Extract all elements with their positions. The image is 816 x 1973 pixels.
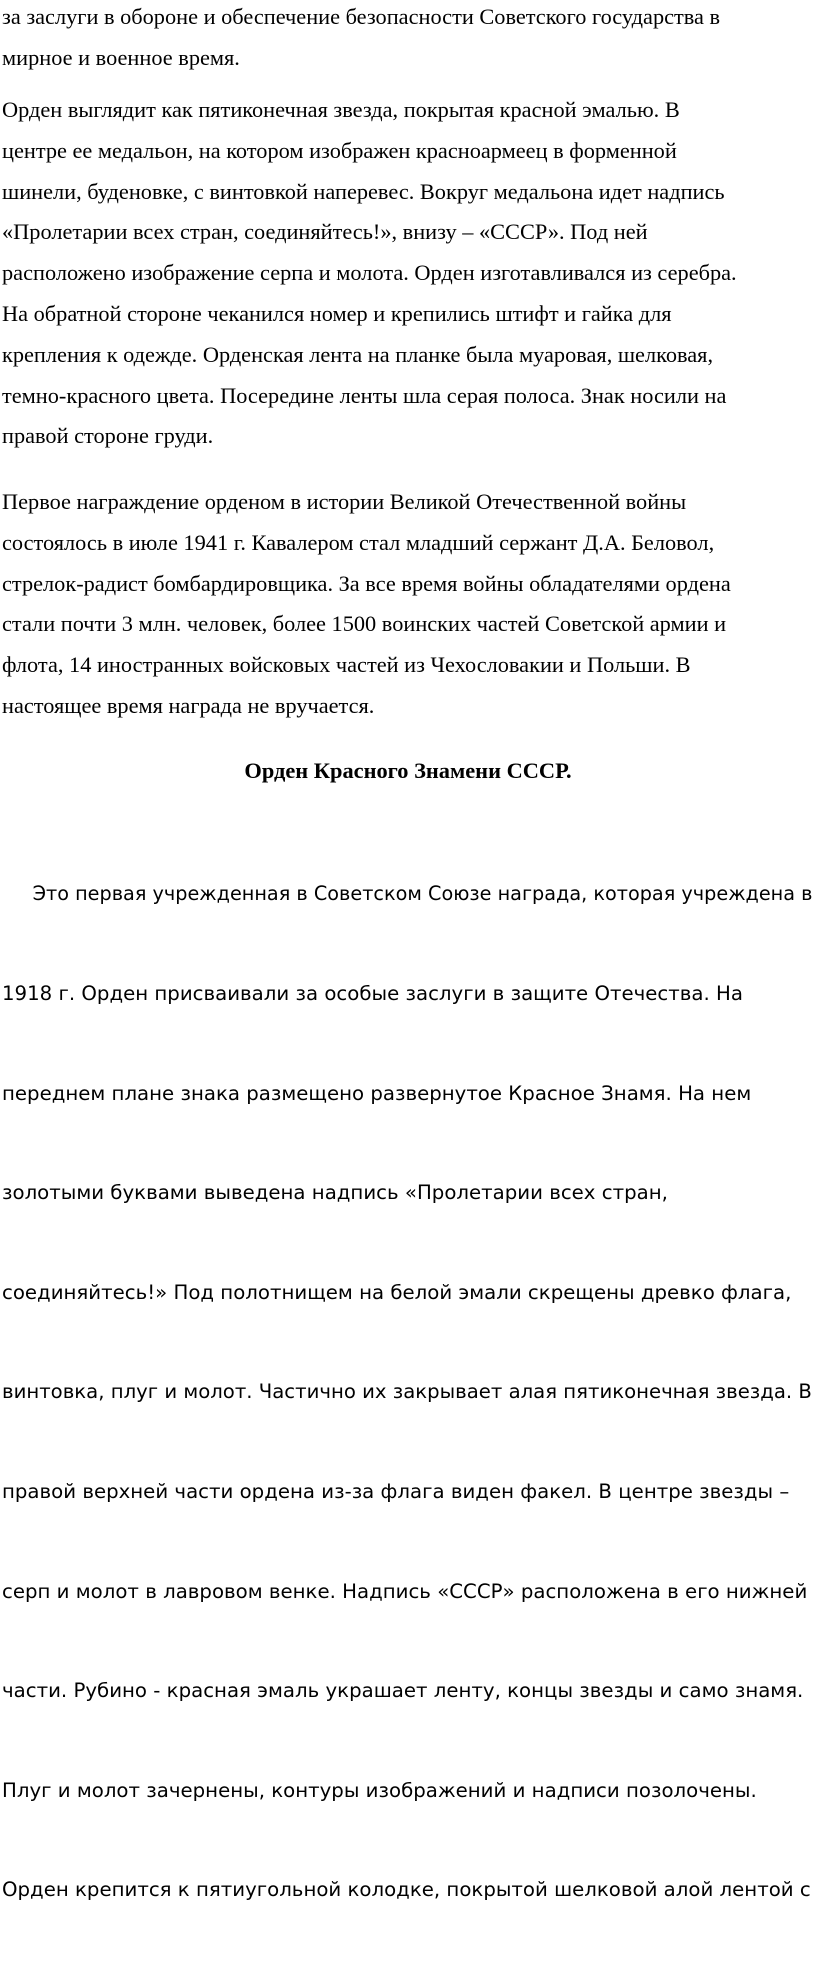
paragraph-order-description [2, 90, 814, 457]
text-line: Орден выглядит как пятиконечная звезда, покрытая красной эмалью. В [2, 97, 680, 122]
text-line: «Пролетарии всех стран, соединяйтесь!», внизу – «СССР». Под ней [2, 219, 648, 245]
paragraph-award-purpose [2, 0, 814, 79]
text-line: правой верхней части ордена из-за флага виден факел. В центре звезды – [2, 1479, 790, 1503]
text-line: центре ее медальон, на котором изображен красноармеец в форменной [2, 137, 677, 163]
text-line: крепления к одежде. Орденская лента на планке была муаровая, шелковая, [2, 341, 714, 367]
text-line: Это первая учрежденная в Советском Союзе награда, которая учреждена в [2, 882, 813, 906]
text-line: мирное и военное время. [2, 44, 240, 70]
text-line: шинели, буденовке, с винтовкой наперевес. Вокруг медальона идет надпись [2, 178, 725, 204]
text-line: флота, 14 иностранных войсковых частей из Чехословакии и Польши. В [2, 652, 691, 678]
text-line: состоялось в июле 1941 г. Кавалером стал младший сержант Д.А. Беловол, [2, 529, 715, 555]
text-line: расположено изображение серпа и молота. Орден изготавливался из серебра. [2, 260, 737, 286]
paragraph-first-award [2, 482, 814, 727]
text-line: темно-красного цвета. Посередине ленты шла серая полоса. Знак носили на [2, 382, 727, 408]
paragraph-red-banner-order [2, 811, 814, 1973]
text-line: части. Рубино - красная эмаль украшает ленту, концы звезды и само знамя. [2, 1679, 804, 1703]
text-line: Орден крепится к пятиугольной колодке, покрытой шелковой алой лентой с [2, 1878, 811, 1902]
text-line: 1918 г. Орден присваивали за особые заслуги в защите Отечества. На [2, 982, 743, 1005]
text-line: стали почти 3 млн. человек, более 1500 воинских частей Советской армии и [2, 611, 727, 637]
text-line: настоящее время награда не вручается. [2, 692, 375, 718]
section-heading: Орден Красного Знамени СССР. [244, 758, 572, 783]
text-line: правой стороне груди. [2, 423, 214, 449]
text-line: переднем плане знака размещено развернутое Красное Знамя. На нем [2, 1081, 752, 1105]
text-line: серп и молот в лавровом венке. Надпись «СССР» расположена в его нижней [2, 1579, 808, 1603]
text-line: соединяйтесь!» Под полотнищем на белой эмали скрещены древко флага, [2, 1280, 792, 1304]
text-line: за заслуги в обороне и обеспечение безопасности Советского государства в [2, 4, 721, 29]
text-line: Первое награждение орденом в истории Великой Отечественной войны [2, 489, 687, 514]
text-line: Плуг и молот зачернены, контуры изображений и надписи позолочены. [2, 1778, 757, 1802]
text-line: винтовка, плуг и молот. Частично их закрывает алая пятиконечная звезда. В [2, 1380, 812, 1404]
text-line: На обратной стороне чеканился номер и крепились штифт и гайка для [2, 300, 672, 326]
text-line: стрелок-радист бомбардировщика. За все время войны обладателями ордена [2, 570, 731, 596]
text-line: золотыми буквами выведена надпись «Пролетарии всех стран, [2, 1181, 668, 1205]
